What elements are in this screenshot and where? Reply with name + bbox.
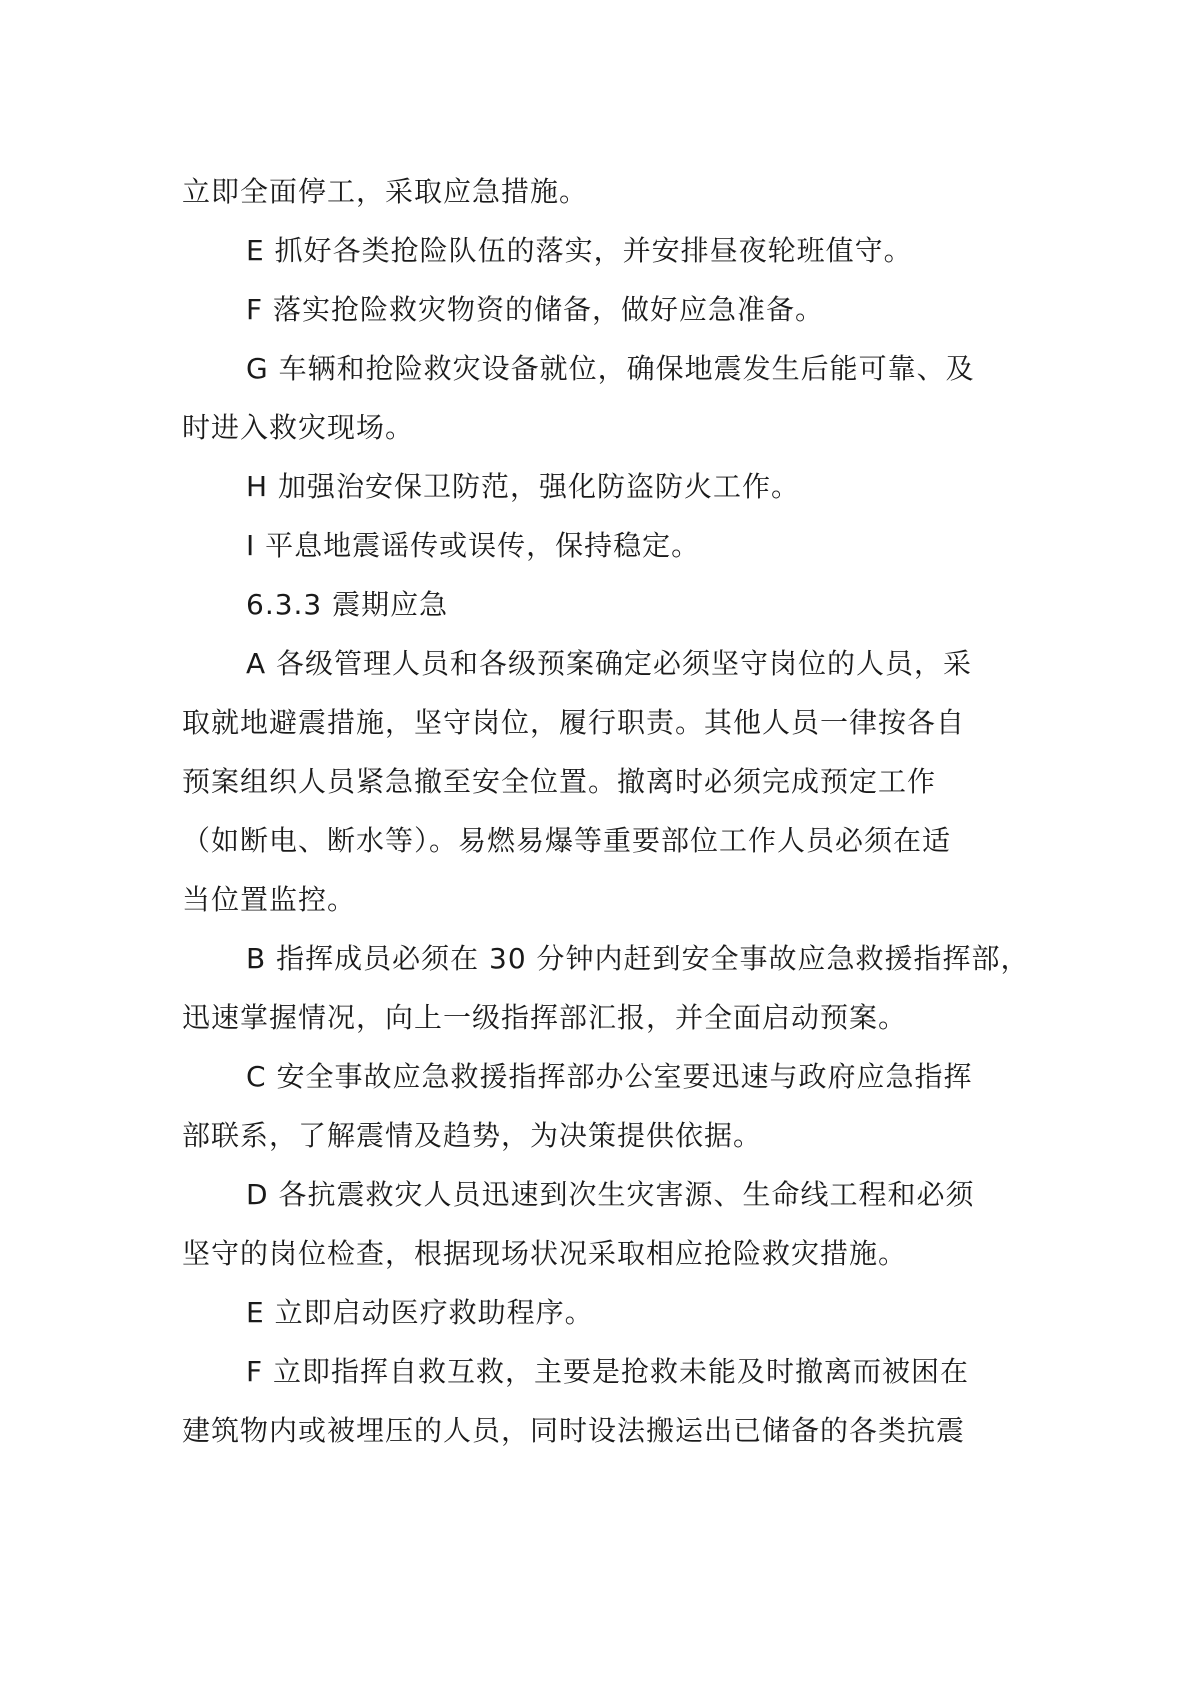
section-heading: 6.3.3 震期应急 bbox=[246, 588, 449, 621]
paragraph-line: 立即全面停工，采取应急措施。 bbox=[182, 175, 589, 208]
paragraph-line: A 各级管理人员和各级预案确定必须坚守岗位的人员，采 bbox=[246, 647, 973, 680]
paragraph-line: D 各抗震救灾人员迅速到次生灾害源、生命线工程和必须 bbox=[246, 1178, 975, 1211]
paragraph-line: （如断电、断水等）。易燃易爆等重要部位工作人员必须在适 bbox=[182, 824, 952, 857]
paragraph-line: 预案组织人员紧急撤至安全位置。撤离时必须完成预定工作 bbox=[182, 765, 937, 798]
paragraph-line: 建筑物内或被埋压的人员，同时设法搬运出已储备的各类抗震 bbox=[182, 1414, 966, 1447]
paragraph-line: B 指挥成员必须在 30 分钟内赶到安全事故应急救援指挥部， bbox=[246, 942, 1030, 975]
paragraph-line: 坚守的岗位检查，根据现场状况采取相应抢险救灾措施。 bbox=[182, 1237, 908, 1270]
paragraph-line: 迅速掌握情况，向上一级指挥部汇报，并全面启动预案。 bbox=[182, 1001, 908, 1034]
paragraph-line: 部联系，了解震情及趋势，为决策提供依据。 bbox=[182, 1119, 763, 1152]
paragraph-line: E 立即启动医疗救助程序。 bbox=[246, 1296, 594, 1329]
paragraph-line: 时进入救灾现场。 bbox=[182, 411, 415, 444]
paragraph-line: F 立即指挥自救互救，主要是抢救未能及时撤离而被困在 bbox=[246, 1355, 970, 1388]
paragraph-line: E 抓好各类抢险队伍的落实，并安排昼夜轮班值守。 bbox=[246, 234, 913, 267]
paragraph-line: H 加强治安保卫防范，强化防盗防火工作。 bbox=[246, 470, 800, 503]
paragraph-line: I 平息地震谣传或误传，保持稳定。 bbox=[246, 529, 701, 562]
paragraph-line: 当位置监控。 bbox=[182, 883, 357, 916]
paragraph-line: C 安全事故应急救援指挥部办公室要迅速与政府应急指挥 bbox=[246, 1060, 973, 1093]
paragraph-line: G 车辆和抢险救灾设备就位，确保地震发生后能可靠、及 bbox=[246, 352, 975, 385]
paragraph-line: F 落实抢险救灾物资的储备，做好应急准备。 bbox=[246, 293, 825, 326]
paragraph-line: 取就地避震措施，坚守岗位，履行职责。其他人员一律按各自 bbox=[182, 706, 966, 739]
